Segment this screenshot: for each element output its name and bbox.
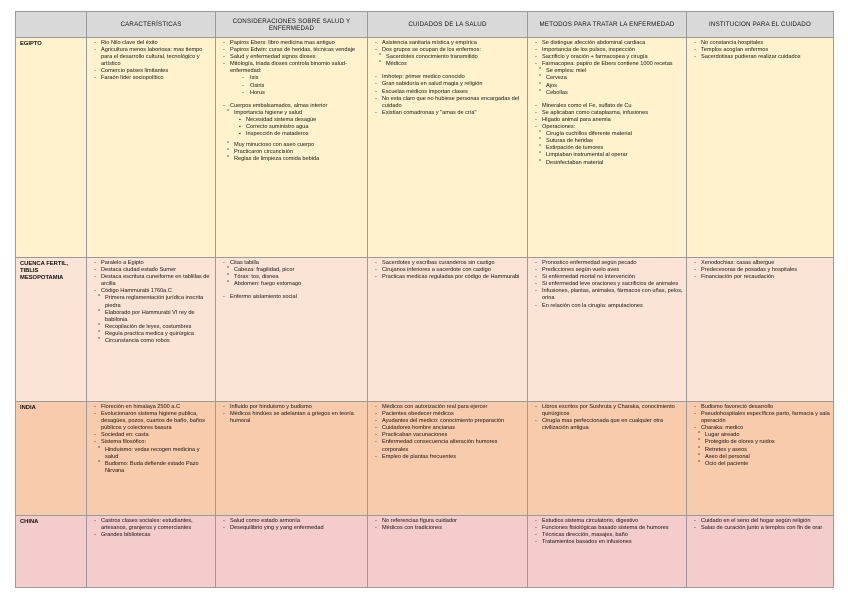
list-item: - Cirujanos inferiores a sacerdote con castigo	[372, 267, 524, 274]
cell-cuidados	[368, 258, 528, 402]
list-item: - Xenodochias: casas albergue	[691, 260, 830, 267]
list-item: - Médicos con tradiciones	[372, 525, 524, 532]
cell-caracteristicas	[87, 402, 216, 516]
list-item: - Influido por hinduismo y budismo	[220, 404, 364, 411]
list-item: - Operaciones:	[532, 124, 683, 131]
list-item: - Practicas medicas reguladas por código de Hammurabi	[372, 274, 524, 281]
list-item: - Hígado animal para anemia	[532, 117, 683, 124]
sub-item: ° Practicaron circuncisión	[220, 149, 364, 156]
header-institucion: INSTITUCION PARA EL CUIDADO	[687, 12, 834, 38]
list-item: - Destaca escritura cuneiforme en tablillas de arcilla	[91, 274, 212, 288]
list-item: - Sacerdotes y escribas curanderos sin castigo	[372, 260, 524, 267]
sub-item: ° Ajos	[532, 83, 683, 90]
list-item: - Ayudantes del medico: conocimiento preparación	[372, 418, 524, 425]
list-item: - Se aplicaban como cataplasma, infusiones	[532, 110, 683, 117]
row-china	[16, 516, 834, 588]
list-item: - Estudios sistema circulatorio, digestivo	[532, 518, 683, 525]
comparison-table	[15, 11, 834, 588]
list-item: - Sociedad en: casta	[91, 432, 212, 439]
list-item: - Infusiones, plantas, animales, fármacos con uñas, pelos, orina	[532, 288, 683, 302]
list-item: - Destaca ciudad estado Sumer	[91, 267, 212, 274]
sub-item: ° Recopilación de leyes, costumbres	[91, 324, 212, 331]
sub-item: - Isis	[220, 75, 364, 82]
list-item: - Pacientes obedecer médicos	[372, 411, 524, 418]
list-item: - No constancia hospitales	[691, 40, 830, 47]
list-item: - Charaka: medico	[691, 425, 830, 432]
cell-metodos	[528, 516, 687, 588]
header-metodos: METODOS PARA TRATAR LA ENFERMEDAD	[528, 12, 687, 38]
sub-item: ° Suturas de heridas	[532, 138, 683, 145]
sub-item: ° Desinfectaban material	[532, 160, 683, 167]
cell-cuidados	[368, 402, 528, 516]
cell-institucion	[687, 38, 834, 258]
cell-metodos	[528, 38, 687, 258]
list-item: - Farmacopea: papiro de Ebers contiene 1000 recetas	[532, 61, 683, 68]
list-item: - Mitología, triada dioses controla binomio salud-enfermedad:	[220, 61, 364, 75]
list-item: - Cuidado en el seno del hogar según religión	[691, 518, 830, 525]
list-item: - Evolucionaron sistema higiene publica, desagües, pozos, cuartos de baño, baños públicos y colectores basura	[91, 411, 212, 432]
list-item: - Sacrificio y oración + farmacopea y cirugía	[532, 54, 683, 61]
cell-consideraciones	[216, 38, 368, 258]
list-item: - Predecesoras de posadas y hospitales	[691, 267, 830, 274]
comparison-sheet	[15, 11, 833, 588]
list-item: - Asistencia sanitaria mística y empírica	[372, 40, 524, 47]
list-item: - Citas tabilla	[220, 260, 364, 267]
sub-item: ▪ Correcto suministro agua	[220, 124, 364, 131]
list-item: - Practicaban vacunaciones	[372, 432, 524, 439]
sub-item: ° Extirpación de tumores	[532, 145, 683, 152]
cell-metodos	[528, 402, 687, 516]
list-item: - Si enfermedad leve oraciones y sacrificios de animales	[532, 281, 683, 288]
cell-consideraciones	[216, 402, 368, 516]
list-item: - Castros clases sociales: estudiantes, artesanos, granjeros y comerciantes	[91, 518, 212, 532]
sub-item: ° Elaborado por Hammurabi VI rey de babilonia	[91, 310, 212, 324]
list-item: - Papiros Edwin: curas de heridas, técnicas vendaje	[220, 47, 364, 54]
list-item: - Gran sabiduría en salud magia y religión	[372, 81, 524, 88]
list-item: - Importancia de los pulsos, inspección	[532, 47, 683, 54]
sub-item: ° Primera reglamentación jurídica inscrita piedra	[91, 295, 212, 309]
cell-caracteristicas	[87, 38, 216, 258]
sub-item: - Osiris	[220, 83, 364, 90]
list-item: - Salud y enfermedad signos dioses	[220, 54, 364, 61]
row-egipto	[16, 38, 834, 258]
header-corner	[16, 12, 87, 38]
list-item: - Financiación por recaudación	[691, 274, 830, 281]
list-item: - Imhotep: primer medico conocido	[372, 74, 524, 81]
sub-item: ° Limpiaban instrumental al operar	[532, 152, 683, 159]
list-item: - Grandes bibliotecas	[91, 532, 212, 539]
sub-item: ° Retretes y aseos	[691, 447, 830, 454]
list-item: - No referencias figura cuidador	[372, 518, 524, 525]
list-item: - Se distingue afección abdominal cardiaca	[532, 40, 683, 47]
cell-institucion	[687, 258, 834, 402]
list-item: - Pronostico enfermedad según pecado	[532, 260, 683, 267]
list-item: - Sistema filosófico:	[91, 439, 212, 446]
list-item: - Minerales como el Fe, sulfato de Cu	[532, 103, 683, 110]
list-item: - Agricultura menos laboriosa: mas tiempo para el desarrollo cultural, tecnológico y artístico	[91, 47, 212, 68]
sub-item: ° Muy minucioso con aseo cuerpo	[220, 142, 364, 149]
sub-item: ° Protegido de olores y ruidos	[691, 439, 830, 446]
list-item: - Si enfermedad mortal no intervención	[532, 274, 683, 281]
list-item: - Escuelas médicos importan clases	[372, 89, 524, 96]
cell-consideraciones	[216, 516, 368, 588]
sub-item: ° Sacerdotes conocimiento transmitido	[372, 54, 524, 61]
list-item: - Empleo de plantas frecuentes	[372, 454, 524, 461]
list-item: - Pseudohospitales específicos parto, farmacia y sala operación	[691, 411, 830, 425]
list-item: - Libros escritos por Sushruta y Charaka, conocimiento quirúrgicos	[532, 404, 683, 418]
cell-cuidados	[368, 516, 528, 588]
header-caracteristicas: CARACTERÍSTICAS	[87, 12, 216, 38]
sub-item: ° Ocio del paciente	[691, 461, 830, 468]
list-item: - Cirugía mas perfeccionada que en cualquier otra civilización antigua	[532, 418, 683, 432]
list-item: - Médicos hindúes se adelantan a griegos en teoría humoral	[220, 411, 364, 425]
cell-caracteristicas	[87, 516, 216, 588]
list-item: - Desequilibrio ying y yang enfermedad	[220, 525, 364, 532]
list-item: - Floreción en himalaya 2500 a.C	[91, 404, 212, 411]
cell-cuidados	[368, 38, 528, 258]
list-item: - Existían comadronas y "amas de cría"	[372, 110, 524, 117]
sub-item: ° Circunstancia como robos	[91, 338, 212, 345]
list-item: - Cuerpos embalsamados, almas interior	[220, 103, 364, 110]
sub-item: ° Hinduismo: vedas recogen medicina y salud	[91, 447, 212, 461]
sub-item: ° Reglas de limpieza comida bebida	[220, 156, 364, 163]
sub-item: - Horus	[220, 90, 364, 97]
list-item: - Salud como estado armonía	[220, 518, 364, 525]
list-item: - Funciones fisiológicas basado sistema de humores	[532, 525, 683, 532]
sub-item: ° Importancia higiene y salud	[220, 110, 364, 117]
list-item: - Templos acogían enfermos	[691, 47, 830, 54]
list-item: - Enfermo aislamiento social	[220, 294, 364, 301]
sub-item: ° Lugar aireado	[691, 432, 830, 439]
cell-metodos	[528, 258, 687, 402]
list-item: - Técnicas dirección, masajes, baño	[532, 532, 683, 539]
list-item: - Salas de curación junto a templos con fin de orar	[691, 525, 830, 532]
row-india	[16, 402, 834, 516]
list-item: - Enfermedad consecuencia alteración humores corporales	[372, 439, 524, 453]
list-item: - Cuidadores hombre ancianas	[372, 425, 524, 432]
sub-item: ° Médicos	[372, 61, 524, 68]
header-row	[16, 12, 834, 38]
sub-item: ° Cirugía cuchillos diferente material	[532, 131, 683, 138]
cell-institucion	[687, 402, 834, 516]
list-item: - Faraón líder sociopolítico	[91, 75, 212, 82]
sub-item: ° Se emplea: miel	[532, 68, 683, 75]
region-cell: EGIPTO	[16, 38, 87, 258]
sub-item: ° Budismo: Buda defiende estado Pazo Nirvana	[91, 461, 212, 475]
sub-item: ° Cebollas	[532, 90, 683, 97]
list-item: - Rio Nilo clave del éxito	[91, 40, 212, 47]
list-item: - Sacerdotisas pudieran realizar cuidados	[691, 54, 830, 61]
sub-item: ° Aseo del personal	[691, 454, 830, 461]
list-item: - Tratamientos basados en infusiones	[532, 539, 683, 546]
sub-item: ° Cerveza	[532, 75, 683, 82]
cell-consideraciones	[216, 258, 368, 402]
sub-item: ▪ Inspección de mataderos	[220, 131, 364, 138]
list-item: - Paralelo a Egipto	[91, 260, 212, 267]
list-item: - Médicos con autorización real para ejercer	[372, 404, 524, 411]
region-cell: INDIA	[16, 402, 87, 516]
header-consideraciones: CONSIDERACIONES SOBRE SALUD Y ENFERMEDAD	[216, 12, 368, 38]
header-cuidados: CUIDADOS DE LA SALUD	[368, 12, 528, 38]
region-cell: CHINA	[16, 516, 87, 588]
list-item: - En relación con la cirugía: amputaciones	[532, 303, 683, 310]
sub-item: ° Regula practica medica y quirúrgica	[91, 331, 212, 338]
sub-item: ▪ Necesidad sistema desagüe	[220, 117, 364, 124]
list-item: - Código Hammurabi 1760a.C	[91, 288, 212, 295]
row-mesopotamia	[16, 258, 834, 402]
list-item: - Predicciones según vuelo aves	[532, 267, 683, 274]
cell-caracteristicas	[87, 258, 216, 402]
cell-institucion	[687, 516, 834, 588]
list-item: - Dos grupos se ocupan de los enfermos:	[372, 47, 524, 54]
region-cell: CUENCA FERTIL, TIBLIS MESOPOTAMIA	[16, 258, 87, 402]
sub-item: ° Abdomen: fuego estomago	[220, 281, 364, 288]
sub-item: ° Cabeza: fragilidad, picor	[220, 267, 364, 274]
list-item: - Comercio países limitantes	[91, 68, 212, 75]
list-item: - Budismo favoreció desarrollo	[691, 404, 830, 411]
list-item: - Papiros Ebers: libro medicina mas antiguo	[220, 40, 364, 47]
sub-item: ° Tórax: tos, disnea	[220, 274, 364, 281]
list-item: - No esta claro que no hubiese personas encargadas del cuidado	[372, 96, 524, 110]
